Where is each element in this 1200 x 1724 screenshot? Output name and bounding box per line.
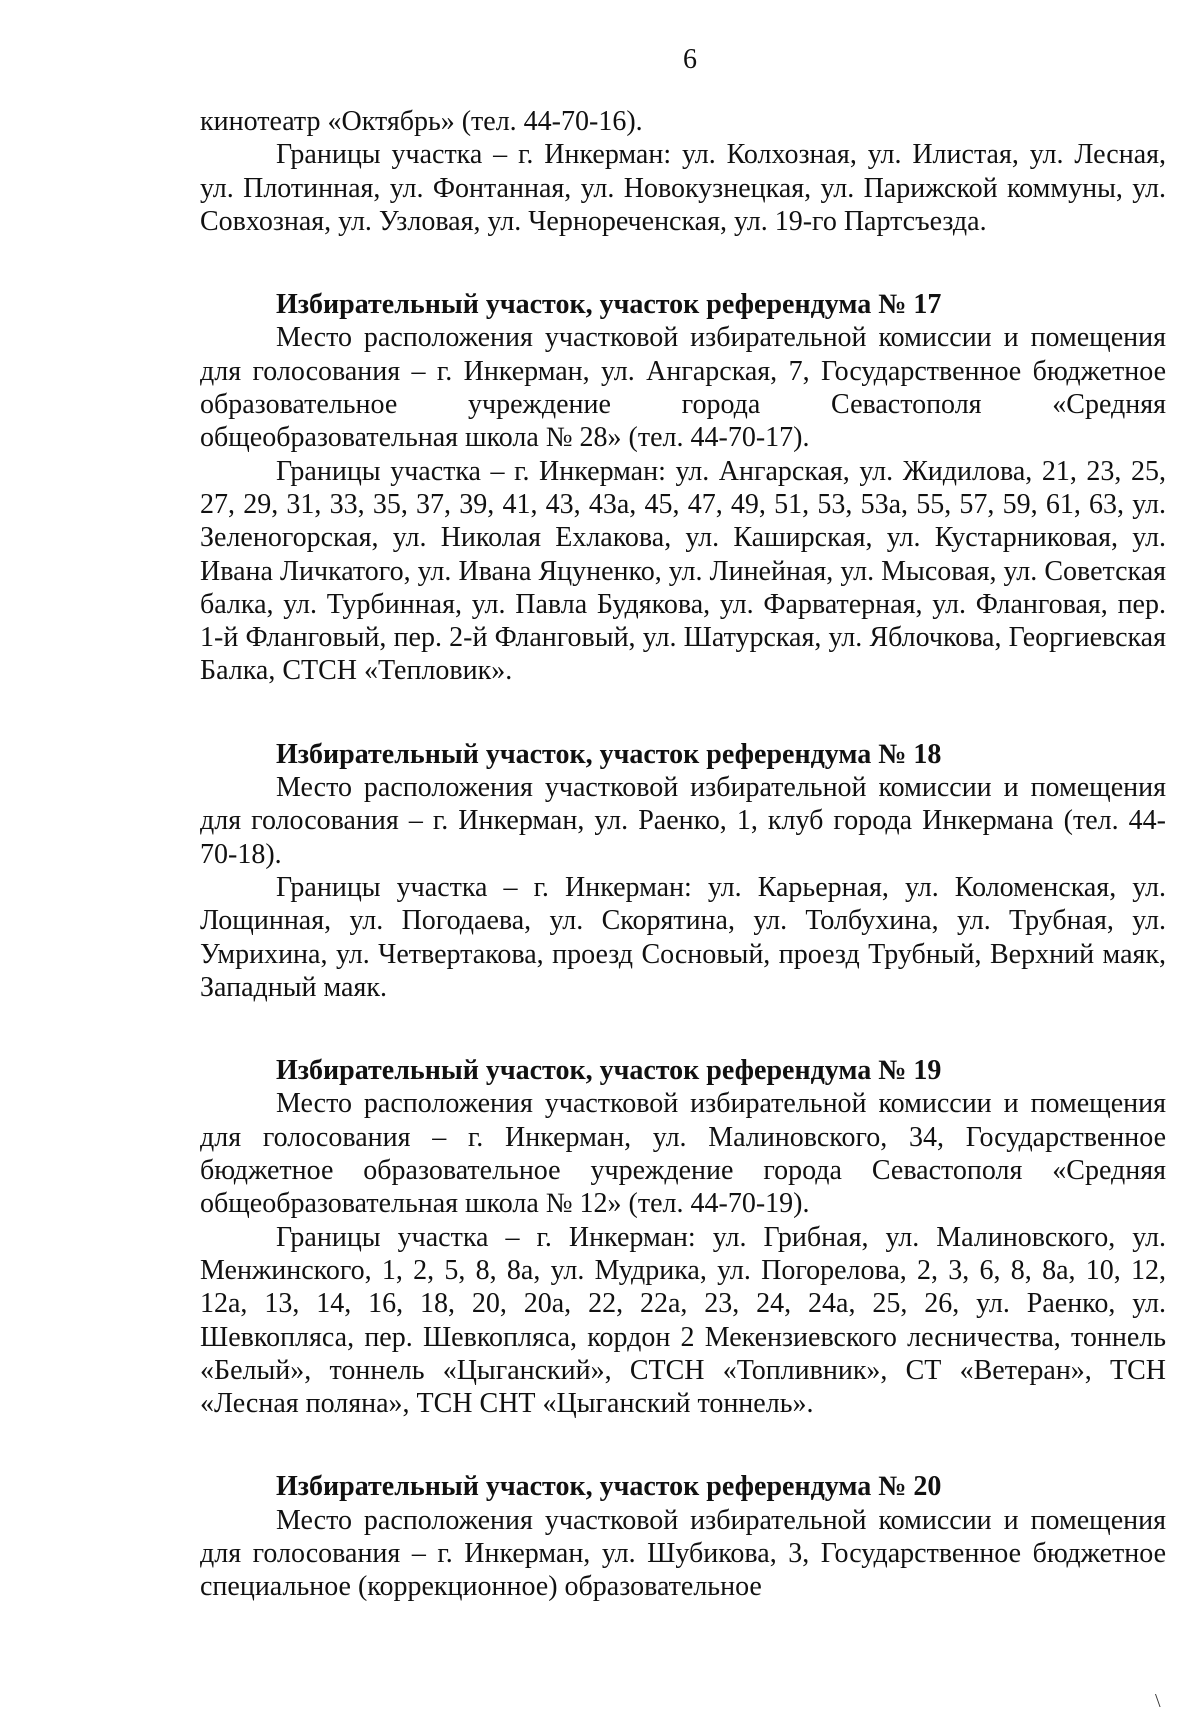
section-17-heading: Избирательный участок, участок референдума № 17: [276, 289, 942, 321]
section-20-heading: Избирательный участок, участок референдума № 20: [276, 1471, 942, 1503]
section-17-borders: Границы участка – г. Инкерман: ул. Ангарская, ул. Жидилова, 21, 23, 25, 27, 29, 31, 33, 35, 37, 39, 41, 43, 43а, 45, 47, 49, 51, 53, 53а, 55, 57, 59, 61, 63, ул. Зеленогорская, ул. Николая Ехлакова, ул. Каширская, ул. Кустарниковая, ул. Ивана Личкатого, ул. Ивана Яцуненко, ул. Линейная, ул. Мысовая, ул. Советская балка, ул. Турбинная, ул. Павла Будякова, ул. Фарватерная, ул. Фланговая, пер. 1-й Фланговый, пер. 2-й Фланговый, ул. Шатурская, ул. Яблочкова, Георгиевская Балка, СТСН «Тепловик».: [200, 455, 1166, 687]
section-18-heading: Избирательный участок, участок референдума № 18: [276, 738, 942, 770]
scan-mark: \: [1155, 1690, 1161, 1712]
page-number: 6: [683, 44, 697, 75]
intro-borders: Границы участка – г. Инкерман: ул. Колхозная, ул. Илистая, ул. Лесная, ул. Плотинная, ул. Фонтанная, ул. Новокузнецкая, ул. Парижской коммуны, ул. Совхозная, ул. Узловая, ул. Чернореченская, ул. 19-го Партсъезда.: [200, 139, 1166, 237]
section-17-location: Место расположения участковой избирательной комиссии и помещения для голосования – г. Инкерман, ул. Ангарская, 7, Государственное бюджетное образовательное учреждение города Севастополя «Средняя общеобразовательная школа № 28» (тел. 44-70-17).: [200, 322, 1166, 454]
document-body: [200, 105, 1166, 1604]
section-20-location: Место расположения участковой избирательной комиссии и помещения для голосования – г. Инкерман, ул. Шубикова, 3, Государственное бюджетное специальное (коррекционное) образовательное: [200, 1504, 1166, 1603]
section-19-location: Место расположения участковой избирательной комиссии и помещения для голосования – г. Инкерман, ул. Малиновского, 34, Государственное бюджетное образовательное учреждение города Севастополя «Средняя общеобразовательная школа № 12» (тел. 44-70-19).: [200, 1088, 1166, 1220]
section-19-borders: Границы участка – г. Инкерман: ул. Грибная, ул. Малиновского, ул. Менжинского, 1, 2, 5, 8, 8а, ул. Мудрика, ул. Погорелова, 2, 3, 6, 8, 8а, 10, 12, 12а, 13, 14, 16, 18, 20, 20а, 22, 22а, 23, 24, 24а, 25, 26, ул. Раенко, ул. Шевкопляса, пер. Шевкопляса, кордон 2 Мекензиевского лесничества, тоннель «Белый», тоннель «Цыганский», СТСН «Топливник», СТ «Ветеран», ТСН «Лесная поляна», ТСН СНТ «Цыганский тоннель».: [200, 1221, 1166, 1420]
section-19-heading: Избирательный участок, участок референдума № 19: [276, 1055, 942, 1087]
intro-continuation: кинотеатр «Октябрь» (тел. 44-70-16).: [200, 106, 643, 137]
section-18-location: Место расположения участковой избирательной комиссии и помещения для голосования – г. Инкерман, ул. Раенко, 1, клуб города Инкермана (тел. 44-70-18).: [200, 772, 1166, 870]
section-18-borders: Границы участка – г. Инкерман: ул. Карьерная, ул. Коломенская, ул. Лощинная, ул. Погодаева, ул. Скорятина, ул. Толбухина, ул. Трубная, ул. Умрихина, ул. Четвертакова, проезд Сосновый, проезд Трубный, Верхний маяк, Западный маяк.: [200, 871, 1166, 1003]
